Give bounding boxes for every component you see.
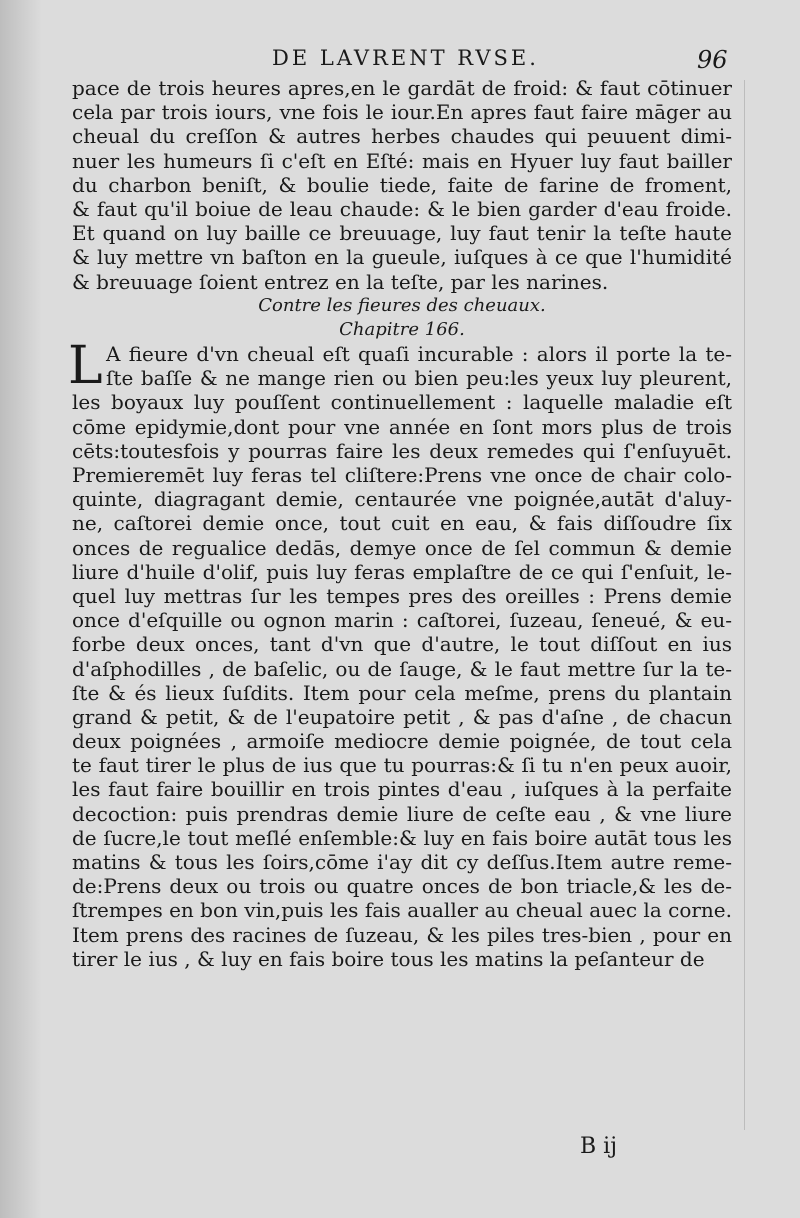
text-line: Item prens des racines de ſuzeau, & les piles tres-bien , pour en — [72, 922, 732, 947]
text-line: cela par trois iours, vne fois le iour.En apres faut faire māger au — [72, 100, 732, 125]
text-line: & breuuage ſoient entrez en la teſte, par les narines. — [72, 269, 609, 294]
text-line: onces de regualice dedās, demye once de ſel commun & demie — [72, 535, 732, 560]
text-line: tirer le ius , & luy en fais boire tous les matins la peſanteur de — [72, 946, 705, 971]
text-line: ſte baſſe & ne mange rien ou bien peu:les yeux luy pleurent, — [106, 366, 732, 391]
text-line: les boyaux luy pouſſent continuellement : laquelle maladie eſt — [72, 390, 732, 415]
text-line: nuer les humeurs ſi c'eſt en Eſté: mais en Hyuer luy faut bailler — [72, 148, 732, 173]
drop-cap: L — [68, 336, 103, 397]
text-line: cheual du creſſon & autres herbes chaudes qui peuuent dimi- — [72, 124, 732, 149]
text-line: ſtrempes en bon vin,puis les fais aualler au cheual auec la corne. — [72, 898, 732, 923]
text-line: decoction: puis prendras demie liure de ceſte eau , & vne liure — [72, 801, 732, 826]
gutter-shadow — [0, 0, 42, 1218]
text-line: quel luy mettras ſur les tempes pres des oreilles : Prens demie — [72, 583, 732, 608]
text-line: forbe deux onces, tant d'vn que d'autre, le tout diſſout en ius — [72, 632, 732, 657]
top-paragraph — [72, 76, 732, 294]
text-line: ſte & és lieux ſuſdits. Item pour cela meſme, prens du plantain — [72, 680, 732, 705]
page-number: 96 — [697, 46, 728, 74]
main-paragraph — [68, 336, 732, 971]
text-line: matins & tous les ſoirs,cōme i'ay dit cy deſſus.Item autre reme- — [72, 850, 732, 874]
running-head: DE LAVRENT RVSE. — [272, 46, 539, 70]
text-line: cēts:toutesfois y pourras faire les deux remedes qui ſ'enſuyuēt. — [72, 438, 732, 463]
text-line: ne, caſtorei demie once, tout cuit en eau, & fais diſſoudre ſix — [72, 511, 732, 536]
text-line: de ſucre,le tout meſlé enſemble:& luy en fais boire autāt tous les — [72, 825, 732, 850]
text-line: once d'eſquille ou ognon marin : caſtorei, ſuzeau, ſeneué, & eu- — [72, 608, 732, 633]
text-line: de:Prens deux ou trois ou quatre onces de bon triacle,& les de- — [72, 874, 732, 899]
section-heading: Contre les fieures des cheuaux. — [258, 294, 546, 316]
text-line: liure d'huile d'olif, puis luy feras emplaſtre de ce qui ſ'enſuit, le- — [72, 559, 732, 584]
text-line: les faut faire bouillir en trois pintes d'eau , iuſques à la perfaite — [72, 777, 732, 802]
text-line: grand & petit, & de l'eupatoire petit , & pas d'aſne , de chacun — [72, 704, 732, 729]
text-line: Et quand on luy baille ce breuuage, luy faut tenir la teſte haute — [72, 221, 732, 246]
text-line: pace de trois heures apres,en le gardāt de froid: & faut cōtinuer — [72, 76, 732, 100]
text-line: du charbon beniſt, & boulie tiede, faite de farine de froment, — [72, 172, 732, 197]
text-line: & faut qu'il boiue de leau chaude: & le bien garder d'eau froide. — [72, 196, 732, 221]
signature-mark: B ij — [580, 1134, 618, 1159]
text-line: cōme epidymie,dont pour vne année en ſont mors plus de trois — [72, 414, 732, 439]
body-text — [68, 76, 732, 971]
page-edge-shadow — [744, 80, 745, 1130]
text-line: quinte, diagragant demie, centaurée vne poignée,autāt d'aluy- — [72, 487, 732, 512]
text-line: A fieure d'vn cheual eſt quaſi incurable : alors il porte la te- — [106, 342, 732, 367]
text-line: & luy mettre vn baſton en la gueule, iuſques à ce que l'humidité — [72, 245, 732, 270]
text-line: te faut tirer le plus de ius que tu pourras:& ſi tu n'en peux auoir, — [72, 753, 732, 778]
text-line: d'aſphodilles , de baſelic, ou de ſauge, & le faut mettre ſur la te- — [72, 656, 732, 681]
chapter-heading: Chapitre 166. — [339, 318, 465, 340]
text-line: deux poignées , armoiſe mediocre demie poignée, de tout cela — [72, 729, 732, 754]
text-line: Premieremēt luy feras tel cliſtere:Prens vne once de chair colo- — [72, 463, 732, 487]
